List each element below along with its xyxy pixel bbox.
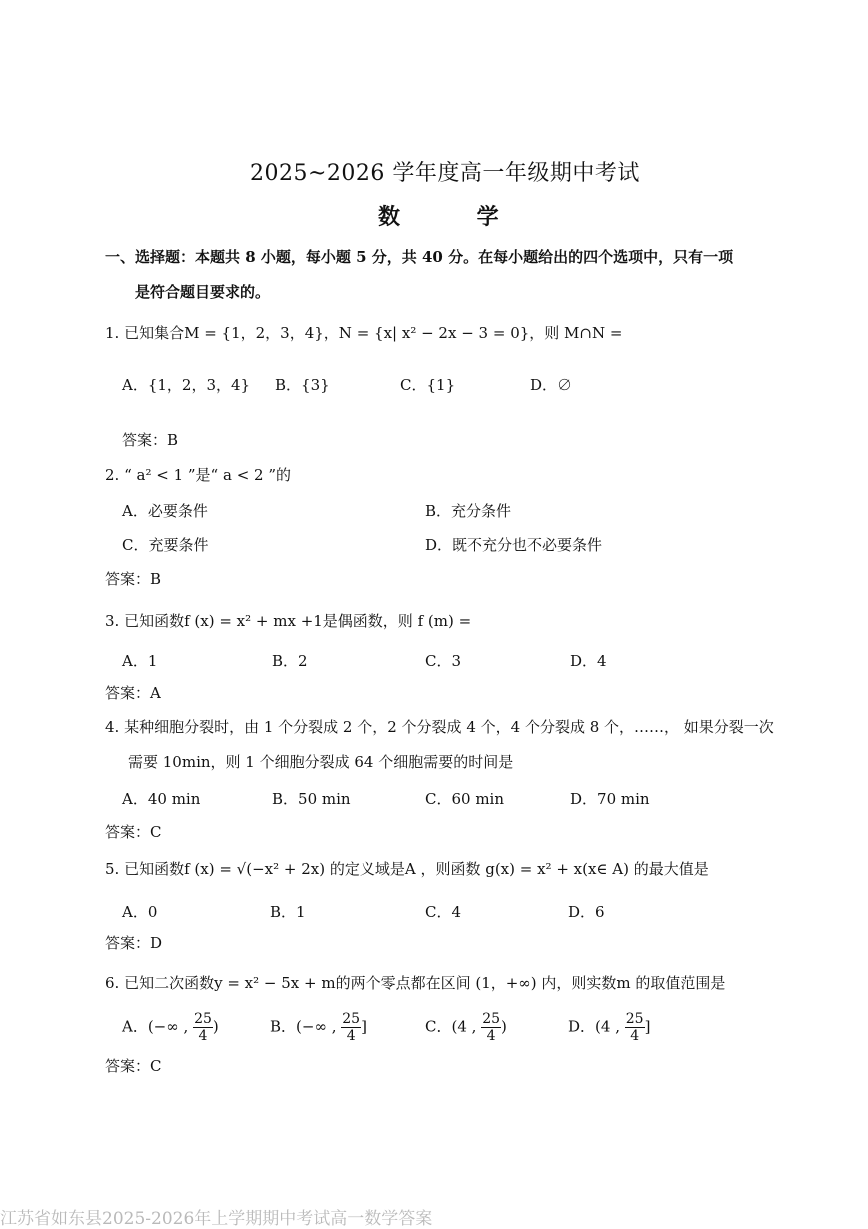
question-6-option-d-label: D．(4 , (568, 1017, 625, 1036)
exam-title: 2025~2026 学年度高一年级期中考试 (250, 161, 640, 186)
question-1-option-d: D．∅ (530, 376, 573, 394)
question-5-stem: 5. 已知函数f (x) = √(−x² + 2x) 的定义域是A ，则函数 g(x) = x² + x(x∈ A) 的最大值是 (105, 860, 709, 878)
bracket: ) (212, 1017, 219, 1036)
fraction (481, 1012, 501, 1043)
question-6-stem: 6. 已知二次函数y = x² − 5x + m的两个零点都在区间 (1，+∞) 内，则实数m 的取值范围是 (105, 974, 726, 992)
question-2-option-b: B．充分条件 (425, 502, 512, 520)
question-3-option-c: C．3 (425, 652, 462, 670)
subject-title: 数 学 (378, 204, 499, 230)
question-2-option-d: D．既不充分也不必要条件 (425, 536, 603, 554)
question-1-option-b: B．{3} (275, 376, 330, 394)
fraction-numerator: 25 (625, 1011, 644, 1027)
question-2-stem: 2. “ a² < 1 ”是“ a < 2 ”的 (105, 466, 292, 484)
question-3-option-b: B．2 (272, 652, 308, 670)
question-3-option-d: D．4 (570, 652, 607, 670)
bracket: ] (361, 1017, 367, 1036)
question-1-answer: 答案：B (122, 431, 179, 449)
question-3-option-a: A．1 (122, 652, 158, 670)
bracket: ) (501, 1017, 507, 1036)
question-6-option-a (122, 1012, 219, 1043)
fraction-numerator: 25 (194, 1011, 212, 1027)
question-4-stem-line2: 需要 10min，则 1 个细胞分裂成 64 个细胞需要的时间是 (128, 753, 514, 771)
fraction-numerator: 25 (342, 1011, 361, 1027)
question-6-option-d (568, 1012, 650, 1043)
question-6-option-a-label: A．(−∞ , (122, 1017, 194, 1036)
question-6-option-c-label: C．(4 , (425, 1017, 482, 1036)
fraction-denominator: 4 (630, 1028, 640, 1044)
question-5-option-a: A．0 (122, 903, 158, 921)
question-5-answer: 答案：D (105, 934, 163, 952)
question-2-option-a: A．必要条件 (122, 502, 208, 520)
fraction (193, 1012, 213, 1043)
question-6-answer: 答案：C (105, 1057, 162, 1075)
fraction (625, 1012, 645, 1043)
fraction (341, 1012, 361, 1043)
question-3-stem: 3. 已知函数f (x) = x² + mx +1是偶函数，则 f (m) = (105, 612, 472, 630)
question-4-option-c: C．60 min (425, 790, 505, 808)
fraction-denominator: 4 (198, 1028, 208, 1044)
question-5-option-d: D．6 (568, 903, 605, 921)
fraction-denominator: 4 (346, 1028, 356, 1044)
question-6-option-b-label: B．(−∞ , (270, 1017, 342, 1036)
question-4-stem-line1: 4. 某种细胞分裂时，由 1 个分裂成 2 个，2 个分裂成 4 个，4 个分裂成 8 个，……， 如果分裂一次 (105, 718, 774, 736)
section-heading-line1: 一、选择题：本题共 8 小题，每小题 5 分，共 40 分。在每小题给出的四个选项中，只有一项 (105, 248, 734, 266)
question-4-answer: 答案：C (105, 823, 162, 841)
fraction-denominator: 4 (486, 1028, 496, 1044)
question-4-option-d: D．70 min (570, 790, 650, 808)
question-1-stem (105, 322, 622, 343)
question-1-text: 1. 已知集合M = {1，2，3，4}，N = {x| x² − 2x − 3 = 0}，则 M∩N = (105, 324, 623, 342)
question-6-option-c (425, 1012, 507, 1043)
question-2-option-c: C．充要条件 (122, 536, 209, 554)
bracket: ] (644, 1017, 651, 1036)
question-1-option-a: A．{1，2，3，4} (122, 376, 251, 394)
section-heading-line2: 是符合题目要求的。 (135, 283, 271, 301)
footer-watermark: 江苏省如东县2025-2026年上学期期中考试高一数学答案 (0, 1209, 433, 1229)
question-6-option-b (270, 1012, 367, 1043)
question-1-option-c: C．{1} (400, 376, 456, 394)
question-4-option-b: B．50 min (272, 790, 351, 808)
question-5-option-b: B．1 (270, 903, 306, 921)
question-5-option-c: C．4 (425, 903, 462, 921)
question-4-option-a: A．40 min (122, 790, 201, 808)
question-3-answer: 答案：A (105, 684, 161, 702)
question-2-answer: 答案：B (105, 570, 162, 588)
fraction-numerator: 25 (482, 1011, 501, 1027)
